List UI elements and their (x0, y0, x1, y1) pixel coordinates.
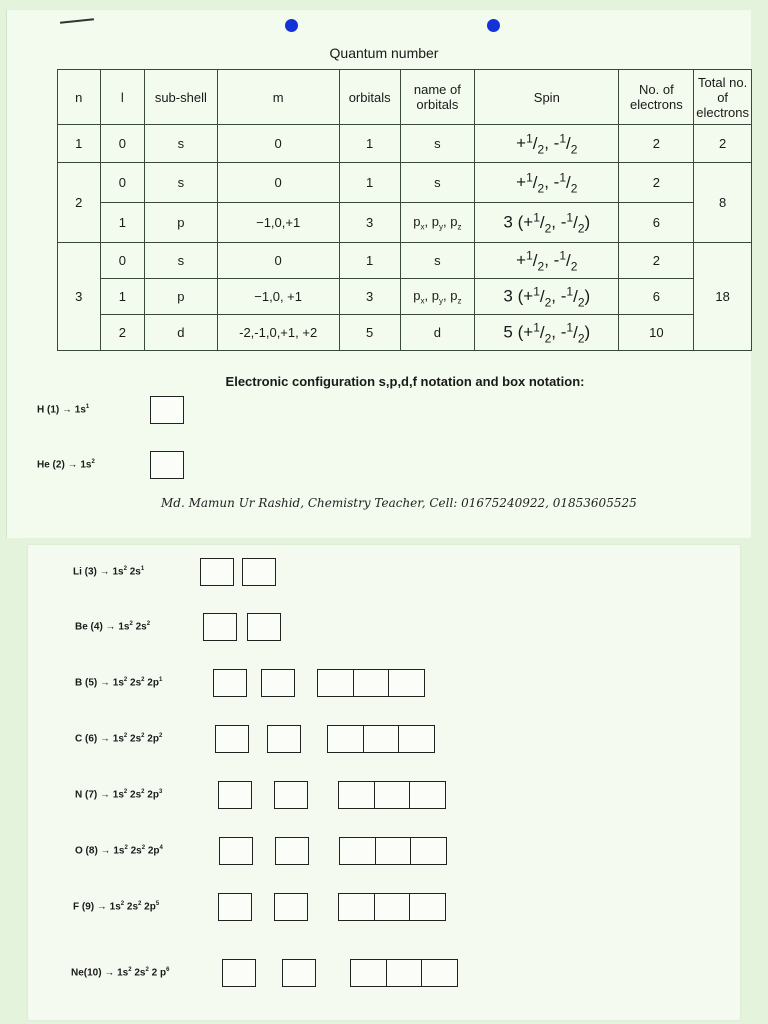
header-name-of-orbitals: name of orbitals (400, 70, 475, 125)
cell-n: 3 (58, 243, 101, 351)
orbital-box[interactable] (203, 613, 237, 641)
cell-orbital-name: $p_x$, $p_y$, $p_z$ (400, 203, 475, 243)
cell-l: 2 (100, 315, 145, 351)
orbital-box-group-p (317, 669, 424, 697)
orbital-box[interactable] (275, 837, 309, 865)
orbital-box-group-p (339, 837, 446, 865)
config-row (71, 958, 457, 988)
author-credit: Md. Mamun Ur Rashid, Chemistry Teacher, Cell: 01675240922, 01853605525 (161, 496, 637, 510)
table-header-row (58, 70, 752, 125)
cell-no-of-electrons: 10 (619, 315, 694, 351)
config-label: O $(8) \to 1s^2$ $2s^2$ $2p^4$ (75, 845, 163, 857)
cell-n: 1 (58, 125, 101, 163)
config-row (75, 612, 281, 642)
cell-no-of-electrons: 6 (619, 279, 694, 315)
punch-hole-right (487, 19, 500, 32)
orbital-box[interactable] (375, 837, 412, 865)
cell-no-of-electrons: 2 (619, 125, 694, 163)
cell-orbitals: 5 (339, 315, 400, 351)
cell-subshell: p (145, 279, 217, 315)
config-label: C $(6) \to 1s^2$ $2s^2$ $2p^2$ (75, 733, 163, 745)
orbital-box[interactable] (247, 613, 281, 641)
fraction-half: $^1/_2$ (526, 247, 545, 274)
orbital-box[interactable] (338, 893, 375, 921)
cell-m: 0 (217, 125, 339, 163)
cell-m: -2,-1,0,+1, +2 (217, 315, 339, 351)
cell-orbital-name: s (400, 243, 475, 279)
header-spin: Spin (475, 70, 619, 125)
orbital-box[interactable] (374, 893, 411, 921)
table-row (58, 203, 752, 243)
cell-spin: $+^1/_2$, $-^1/_2$ (475, 125, 619, 163)
fraction-half: $^1/_2$ (566, 283, 585, 310)
quantum-number-table (57, 69, 752, 351)
header-l: l (100, 70, 145, 125)
config-label: B $(5) \to 1s^2$ $2s^2$ $2p^1$ (75, 677, 163, 689)
orbital-box[interactable] (339, 837, 376, 865)
orbital-box[interactable] (363, 725, 400, 753)
orbital-box[interactable] (317, 669, 354, 697)
orbital-box[interactable] (350, 959, 387, 987)
orbital-box[interactable] (386, 959, 423, 987)
orbital-box[interactable] (274, 781, 308, 809)
config-label: He $(2) \to 1s^2$ (37, 459, 95, 471)
orbital-box[interactable] (421, 959, 458, 987)
cell-l: 1 (100, 203, 145, 243)
header-m: m (217, 70, 339, 125)
config-label: H $(1) \to 1s^1$ (37, 404, 90, 416)
cell-orbital-name: s (400, 163, 475, 203)
orbital-box[interactable] (388, 669, 425, 697)
fraction-half: $^1/_2$ (533, 283, 552, 310)
config-label: F $(9) \to 1s^2$ $2s^2$ $2p^5$ (73, 901, 160, 913)
orbital-box-group-p (350, 959, 457, 987)
cell-orbitals: 3 (339, 279, 400, 315)
config-row (73, 557, 276, 587)
fraction-half: $^1/_2$ (533, 319, 552, 346)
config-row (75, 724, 434, 754)
config-row (75, 668, 424, 698)
config-row (75, 836, 446, 866)
table-row (58, 243, 752, 279)
cell-no-of-electrons: 6 (619, 203, 694, 243)
orbital-box[interactable] (218, 893, 252, 921)
cell-n: 2 (58, 163, 101, 243)
cell-spin: $+^1/_2$, $-^1/_2$ (475, 163, 619, 203)
section-title: Electronic configuration s,p,d,f notation and box notation: (225, 374, 585, 389)
header-total-electrons: Total no. of electrons (694, 70, 752, 125)
cell-subshell: s (145, 163, 217, 203)
orbital-box[interactable] (213, 669, 247, 697)
config-label: Li $(3) \to 1s^2$ $2s^1$ (73, 566, 145, 578)
fraction-half: $^1/_2$ (566, 209, 585, 236)
cell-no-of-electrons: 2 (619, 243, 694, 279)
orbital-box[interactable] (398, 725, 435, 753)
cell-orbitals: 3 (339, 203, 400, 243)
config-label: $Ne(10) \to 1s^2$ $2s^2$ 2 $p^6$ (71, 967, 170, 979)
cell-orbitals: 1 (339, 163, 400, 203)
header-n: n (58, 70, 101, 125)
fraction-half: $^1/_2$ (559, 130, 578, 157)
orbital-box[interactable] (261, 669, 295, 697)
table-row (58, 315, 752, 351)
fraction-half: $^1/_2$ (533, 209, 552, 236)
cell-orbital-name: s (400, 125, 475, 163)
cell-l: 0 (100, 125, 145, 163)
orbital-box[interactable] (267, 725, 301, 753)
cell-l: 0 (100, 163, 145, 203)
orbital-box[interactable] (215, 725, 249, 753)
orbital-box[interactable] (150, 396, 184, 424)
fraction-half: $^1/_2$ (559, 247, 578, 274)
config-row (37, 395, 184, 425)
cell-subshell: p (145, 203, 217, 243)
table-body (58, 125, 752, 351)
header-orbitals: orbitals (339, 70, 400, 125)
cell-subshell: s (145, 125, 217, 163)
fraction-half: $^1/_2$ (526, 169, 545, 196)
orbital-box[interactable] (242, 558, 276, 586)
cell-spin: 3 ($+^1/_2$, $-^1/_2$) (475, 203, 619, 243)
config-row (73, 892, 445, 922)
cell-orbitals: 1 (339, 243, 400, 279)
fraction-half: $^1/_2$ (559, 169, 578, 196)
config-row (75, 780, 445, 810)
cell-l: 1 (100, 279, 145, 315)
cell-total-electrons: 18 (694, 243, 752, 351)
fraction-half: $^1/_2$ (566, 319, 585, 346)
cell-m: 0 (217, 243, 339, 279)
orbital-box[interactable] (374, 781, 411, 809)
cell-orbital-name: $p_x$, $p_y$, $p_z$ (400, 279, 475, 315)
cell-spin: 3 ($+^1/_2$, $-^1/_2$) (475, 279, 619, 315)
table-row (58, 163, 752, 203)
cell-l: 0 (100, 243, 145, 279)
cell-no-of-electrons: 2 (619, 163, 694, 203)
orbital-box[interactable] (218, 781, 252, 809)
cell-total-electrons: 2 (694, 125, 752, 163)
orbital-box[interactable] (409, 781, 446, 809)
config-label: N $(7) \to 1s^2$ $2s^2$ $2p^3$ (75, 789, 163, 801)
orbital-box-group-p (338, 893, 445, 921)
cell-spin: 5 ($+^1/_2$, $-^1/_2$) (475, 315, 619, 351)
table-row (58, 279, 752, 315)
header-no-of-electrons: No. of electrons (619, 70, 694, 125)
config-label: Be $(4) \to 1s^2$ $2s^2$ (75, 621, 151, 633)
orbital-box[interactable] (274, 893, 308, 921)
orbital-box[interactable] (222, 959, 256, 987)
fraction-half: $^1/_2$ (526, 130, 545, 157)
cell-subshell: d (145, 315, 217, 351)
orbital-box[interactable] (409, 893, 446, 921)
orbital-box[interactable] (150, 451, 184, 479)
cell-m: −1,0,+1 (217, 203, 339, 243)
cell-m: 0 (217, 163, 339, 203)
orbital-box[interactable] (282, 959, 316, 987)
orbital-box[interactable] (338, 781, 375, 809)
cell-total-electrons: 8 (694, 163, 752, 243)
orbital-box[interactable] (200, 558, 234, 586)
cell-orbital-name: d (400, 315, 475, 351)
cell-m: −1,0, +1 (217, 279, 339, 315)
orbital-box-group-p (327, 725, 434, 753)
cell-subshell: s (145, 243, 217, 279)
orbital-box[interactable] (219, 837, 253, 865)
table-row (58, 125, 752, 163)
orbital-box[interactable] (410, 837, 447, 865)
page-title: Quantum number (329, 45, 439, 61)
orbital-box-group-p (338, 781, 445, 809)
orbital-box[interactable] (327, 725, 364, 753)
cell-orbitals: 1 (339, 125, 400, 163)
punch-hole-left (285, 19, 298, 32)
orbital-box[interactable] (353, 669, 390, 697)
config-row (37, 450, 184, 480)
header-subshell: sub-shell (145, 70, 217, 125)
cell-spin: $+^1/_2$, $-^1/_2$ (475, 243, 619, 279)
